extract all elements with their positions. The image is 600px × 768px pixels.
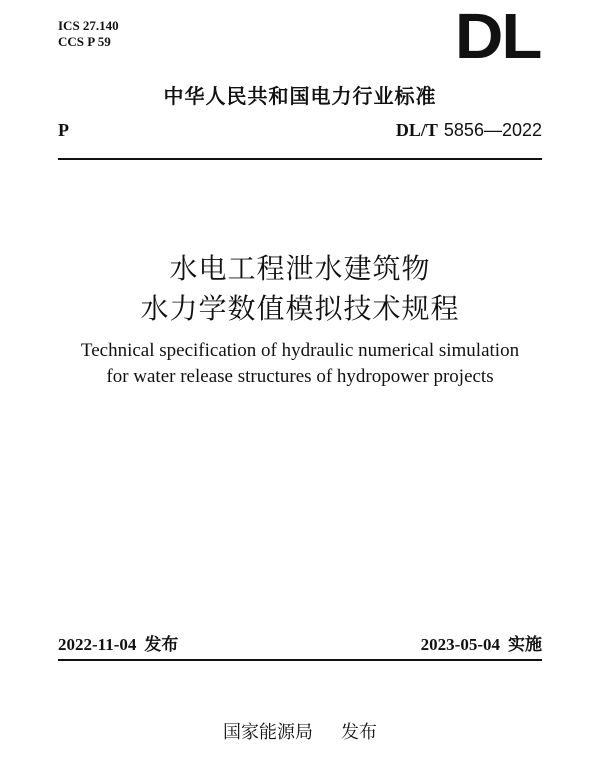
classification-letter: P — [58, 120, 69, 140]
issue-date-row — [58, 630, 178, 655]
standard-code-prefix: DL/T — [395, 120, 438, 140]
english-title-line-1: Technical specification of hydraulic numerical simulation — [80, 340, 520, 361]
publisher-name: 国家能源局 — [223, 722, 313, 743]
chinese-title-line-2: 水力学数值模拟技术规程 — [140, 292, 460, 325]
ccs-code: CCS P 59 — [58, 34, 111, 49]
standard-number — [396, 120, 542, 141]
top-divider — [58, 158, 542, 160]
english-title-line-2: for water release structures of hydropower projects — [106, 366, 494, 387]
bottom-divider — [58, 659, 542, 661]
issue-label: 发布 — [144, 635, 179, 655]
ics-code: ICS 27.140 — [58, 18, 119, 33]
issue-date: 2022-11-04 — [58, 635, 137, 654]
issuing-authority-title: 中华人民共和国电力行业标准 — [163, 84, 437, 108]
dl-logo: DL — [454, 0, 540, 72]
implementation-date: 2023-05-04 — [420, 635, 500, 654]
standard-codes — [58, 18, 119, 50]
standard-code-number: 5856—2022 — [443, 120, 542, 140]
chinese-title-line-1: 水电工程泄水建筑物 — [169, 252, 431, 285]
implementation-label: 实施 — [508, 635, 542, 655]
publisher-line — [0, 718, 600, 744]
implementation-date-row — [421, 630, 542, 655]
publish-action: 发布 — [341, 722, 377, 743]
